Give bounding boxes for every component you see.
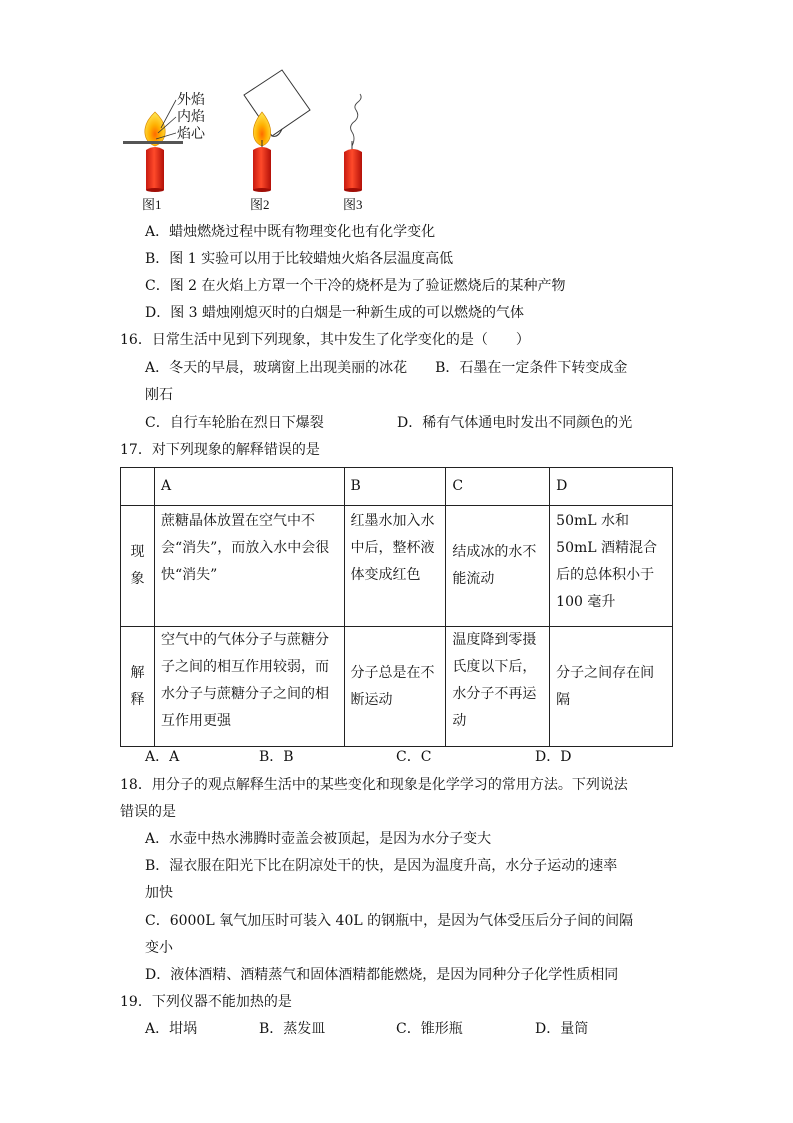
explanation-b: 分子总是在不断运动 xyxy=(344,627,446,747)
candle-1 xyxy=(123,100,183,192)
q18-option-b-2: 加快 xyxy=(145,885,173,901)
phenomenon-d: 50mL 水和50mL 酒精混合后的总体积小于 100 毫升 xyxy=(550,506,673,627)
q16-option-c: C．自行车轮胎在烈日下爆裂 xyxy=(145,415,324,431)
q19-stem: 19．下列仪器不能加热的是 xyxy=(120,994,292,1010)
q15-option-a: A．蜡烛燃烧过程中既有物理变化也有化学变化 xyxy=(145,224,436,240)
q19-option-d: D．量筒 xyxy=(535,1021,589,1037)
q17-option-c: C．C xyxy=(396,749,432,765)
q18-stem-1: 18．用分子的观点解释生活中的某些变化和现象是化学学习的常用方法。下列说法 xyxy=(120,777,628,793)
table-row-explanation xyxy=(121,627,673,747)
explanation-d: 分子之间存在间隔 xyxy=(550,627,673,747)
q19-option-b: B．蒸发皿 xyxy=(259,1021,326,1037)
q16-option-b-cont: 刚石 xyxy=(145,387,173,403)
table-header-empty xyxy=(121,468,155,506)
q19-option-c: C．锥形瓶 xyxy=(396,1021,463,1037)
inner-flame-label: 内焰 xyxy=(177,109,205,125)
figure-3-caption: 图3 xyxy=(343,197,363,212)
table-header-c: C xyxy=(446,468,550,506)
q16-option-d: D．稀有气体通电时发出不同颜色的光 xyxy=(397,415,633,431)
candle-3 xyxy=(344,94,362,192)
q17-option-d: D．D xyxy=(535,749,572,765)
q18-option-c-1: C．6000L 氧气加压时可装入 40L 的钢瓶中，是因为气体受压后分子间的间隔 xyxy=(145,913,634,929)
phenomenon-c: 结成冰的水不能流动 xyxy=(446,506,550,627)
table-header-b: B xyxy=(344,468,446,506)
q18-option-d: D．液体酒精、酒精蒸气和固体酒精都能燃烧，是因为同种分子化学性质相同 xyxy=(145,967,619,983)
q17-option-a: A．A xyxy=(145,749,180,765)
row-label-phenomenon: 现象 xyxy=(121,506,155,627)
explanation-a: 空气中的气体分子与蔗糖分子之间的相互作用较弱，而水分子与蔗糖分子之间的相互作用更强 xyxy=(154,627,344,747)
q15-option-c: C．图 2 在火焰上方罩一个干冷的烧杯是为了验证燃烧后的某种产物 xyxy=(145,278,566,294)
flame-core-label: 焰心 xyxy=(177,126,205,142)
q15-option-b: B．图 1 实验可以用于比较蜡烛火焰各层温度高低 xyxy=(145,251,454,267)
q19-option-a: A．坩埚 xyxy=(145,1021,198,1037)
candle-figure xyxy=(0,0,793,215)
q17-stem: 17．对下列现象的解释错误的是 xyxy=(120,442,320,458)
table-header-d: D xyxy=(550,468,673,506)
candle-2 xyxy=(244,70,310,192)
q18-stem-2: 错误的是 xyxy=(120,804,176,820)
q15-option-d: D．图 3 蜡烛刚熄灭时的白烟是一种新生成的可以燃烧的气体 xyxy=(145,305,525,321)
figure-1-caption: 图1 xyxy=(142,197,162,212)
q17-option-b: B．B xyxy=(259,749,294,765)
q16-stem: 16．日常生活中见到下列现象，其中发生了化学变化的是（ ） xyxy=(120,332,530,348)
table-row-phenomenon xyxy=(121,506,673,627)
explanation-c: 温度降到零摄氏度以下后，水分子不再运动 xyxy=(446,627,550,747)
q16-options-ab: A．冬天的早晨，玻璃窗上出现美丽的冰花 B．石墨在一定条件下转变成金 xyxy=(145,360,628,376)
q17-table xyxy=(120,467,673,747)
q18-option-a: A．水壶中热水沸腾时壶盖会被顶起，是因为水分子变大 xyxy=(145,831,492,847)
phenomenon-b: 红墨水加入水中后，整杯液体变成红色 xyxy=(344,506,446,627)
table-header-row xyxy=(121,468,673,506)
q18-option-c-2: 变小 xyxy=(145,940,173,956)
table-header-a: A xyxy=(154,468,344,506)
outer-flame-label: 外焰 xyxy=(177,92,205,108)
figure-2-caption: 图2 xyxy=(250,197,270,212)
row-label-explanation: 解释 xyxy=(121,627,155,747)
q18-option-b-1: B．湿衣服在阳光下比在阴凉处干的快，是因为温度升高，水分子运动的速率 xyxy=(145,858,618,874)
phenomenon-a: 蔗糖晶体放置在空气中不会“消失”，而放入水中会很快“消失” xyxy=(154,506,344,627)
